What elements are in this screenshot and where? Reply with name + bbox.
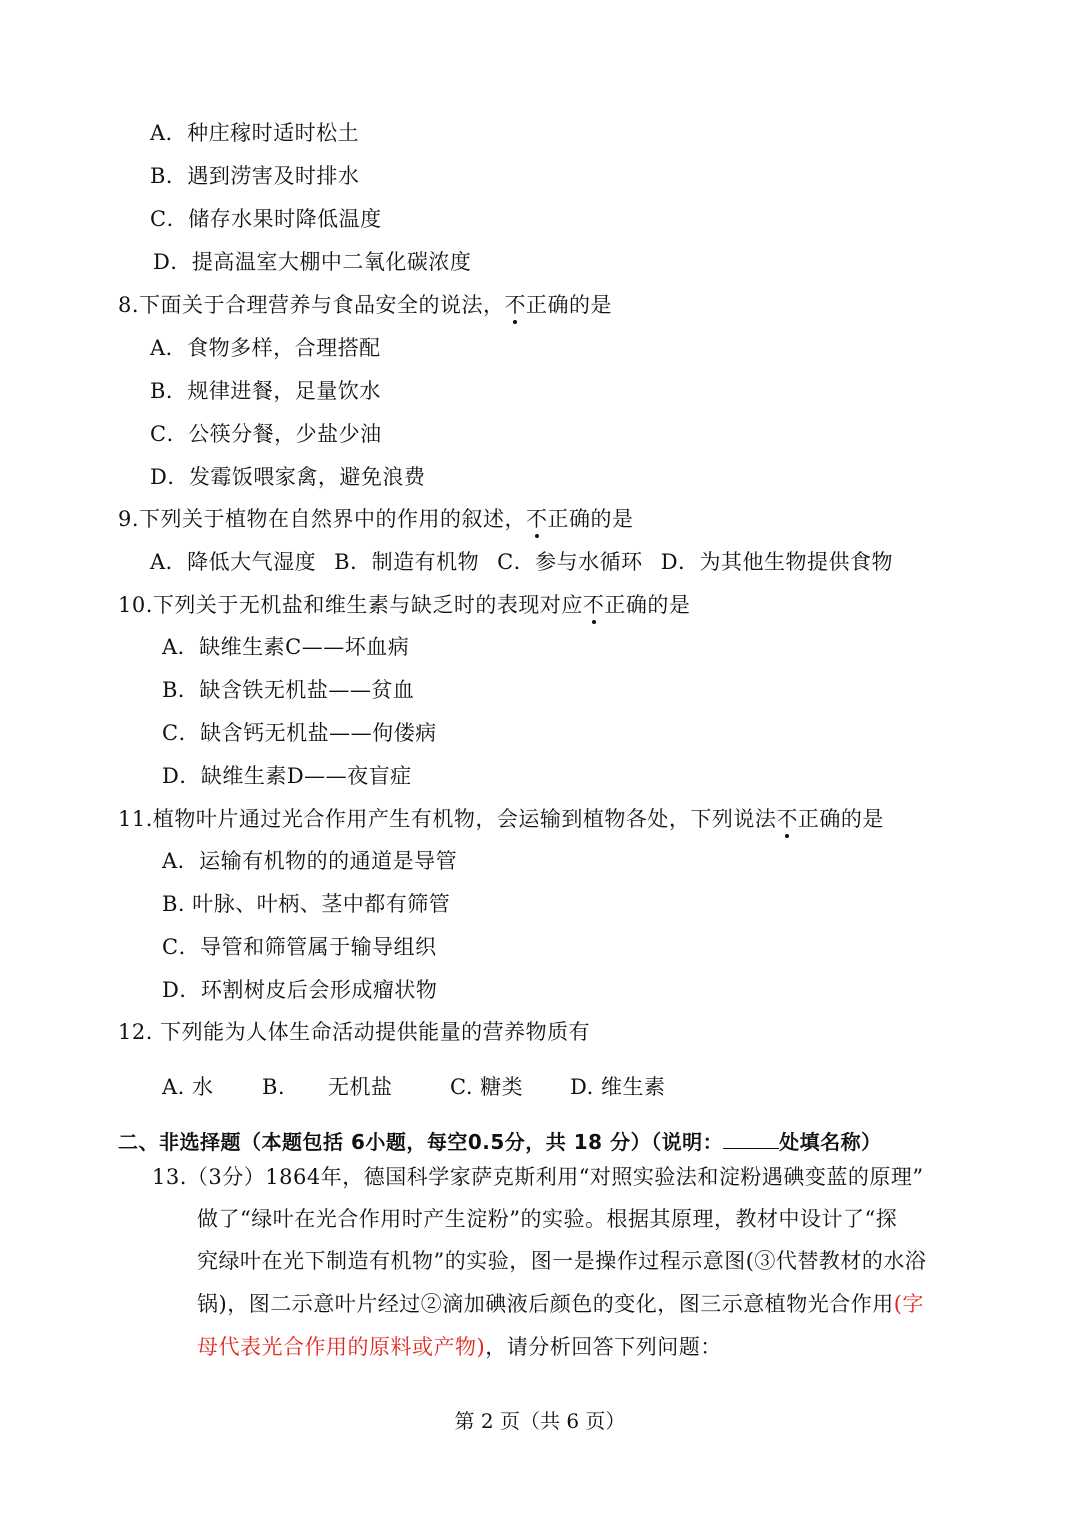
q9-stem-after: 正确的是 [547,507,634,531]
q10-option-b: B．缺含铁无机盐——贫血 [162,678,415,702]
q11-option-b: B. 叶脉、叶柄、茎中都有筛管 [162,892,451,916]
page-number-footer: 第 2 页（共 6 页） [454,1409,626,1433]
q7-option-b: B．遇到涝害及时排水 [150,164,360,188]
q11-option-d: D．环割树皮后会形成瘤状物 [162,978,438,1002]
q13-line-4-text: 锅)，图二示意叶片经过②滴加碘液后颜色的变化，图三示意植物光合作用 [197,1292,894,1316]
q12-option-c: C. 糖类 [450,1075,524,1099]
q11-option-a: A．运输有机物的的通道是导管 [162,849,458,873]
q11-emphasis-mark: 不 [776,804,798,834]
q13-line-1: 13.（3分）1864年，德国科学家萨克斯利用“对照实验法和淀粉遇碘变蓝的原理” [152,1165,924,1189]
q9-emphasis-mark: 不 [526,504,548,534]
q13-line-2: 做了“绿叶在光合作用时产生淀粉”的实验。根据其原理，教材中设计了“探 [197,1207,898,1231]
q9-option-a: A．降低大气湿度 [150,550,317,574]
q12-option-b-text: 无机盐 [328,1075,393,1099]
q10-stem-after: 正确的是 [604,593,691,617]
fill-blank-sample [723,1130,779,1149]
q13-line-5 [197,1332,722,1362]
q11-stem-after: 正确的是 [797,807,884,831]
q8-option-b: B．规律进餐，足量饮水 [150,379,381,403]
q8-option-d: D．发霉饭喂家禽，避免浪费 [150,465,426,489]
q12-option-d: D. 维生素 [570,1075,666,1099]
q13-line-4 [197,1289,924,1319]
q8-stem-after: 正确的是 [526,293,613,317]
q10-option-a: A．缺维生素C——坏血病 [162,635,410,659]
q9-stem-before: 9.下列关于植物在自然界中的作用的叙述， [118,507,527,531]
q12-option-b: B. [262,1075,286,1099]
q8-emphasis-mark: 不 [505,290,527,320]
q9-stem [118,504,634,534]
q13-line-5-highlight: 母代表光合作用的原料或产物) [197,1335,486,1359]
section-two-heading [118,1127,882,1157]
q11-stem [118,804,884,834]
section-two-heading-tail: 处填名称） [779,1130,882,1154]
q12-option-a: A. 水 [162,1075,214,1099]
q13-line-3: 究绿叶在光下制造有机物”的实验，图一是操作过程示意图(③代替教材的水浴 [197,1249,927,1273]
q8-option-a: A．食物多样，合理搭配 [150,336,381,360]
q12-stem: 12. 下列能为人体生命活动提供能量的营养物质有 [118,1020,591,1044]
q13-line-5-text: ，请分析回答下列问题： [485,1335,722,1359]
q9-option-b: B．制造有机物 [334,550,480,574]
q13-line-4-highlight: (字 [893,1292,924,1316]
q8-stem [118,290,612,320]
q8-stem-before: 8.下面关于合理营养与食品安全的说法， [118,293,505,317]
section-two-heading-text: 二、非选择题（本题包括 6小题，每空0.5分，共 18 分）（说明： [118,1130,724,1154]
q7-option-c: C．储存水果时降低温度 [150,207,382,231]
q10-emphasis-mark: 不 [583,590,605,620]
q10-option-d: D．缺维生素D——夜盲症 [162,764,412,788]
q9-option-c: C．参与水循环 [497,550,643,574]
q9-options [150,547,911,577]
q11-stem-before: 11.植物叶片通过光合作用产生有机物，会运输到植物各处，下列说法 [118,807,777,831]
q10-stem [118,590,690,620]
q9-option-d: D．为其他生物提供食物 [660,550,894,574]
q10-option-c: C．缺含钙无机盐——佝偻病 [162,721,437,745]
q10-stem-before: 10.下列关于无机盐和维生素与缺乏时的表现对应 [118,593,583,617]
q7-option-a: A．种庄稼时适时松土 [150,121,360,145]
q11-option-c: C．导管和筛管属于输导组织 [162,935,437,959]
q7-option-d: D．提高温室大棚中二氧化碳浓度 [153,250,472,274]
q8-option-c: C．公筷分餐，少盐少油 [150,422,382,446]
